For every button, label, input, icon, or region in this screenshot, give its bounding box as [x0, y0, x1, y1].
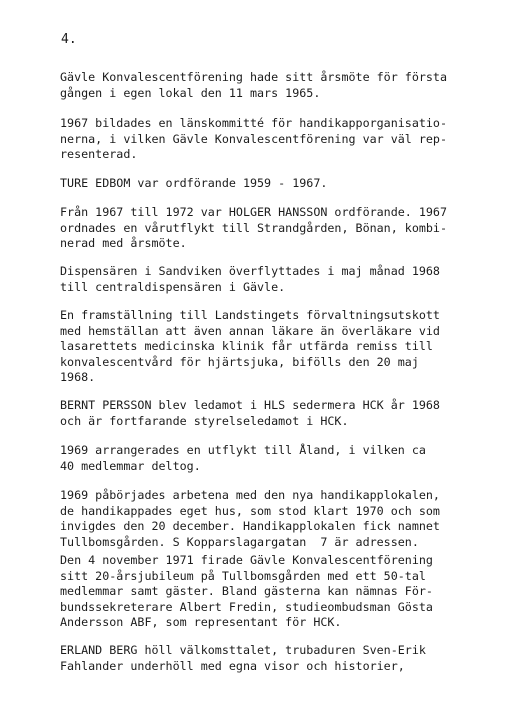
text-line: 1969 arrangerades en utflykt till Åland, i vilken ca [60, 443, 426, 457]
text-line: lasarettets medicinska klinik får utfärda remiss till [60, 339, 433, 354]
text-line: ERLAND BERG höll välkomsttalet, trubaduren Sven-Erik [60, 643, 426, 657]
page-number: 4. [61, 32, 77, 47]
text-line: invigdes den 20 december. Handikapplokalen fick namnet [60, 519, 440, 534]
text-line: En framställning till Landstingets förvaltningsutskott [60, 308, 440, 322]
paragraph-dispensaren [60, 264, 480, 295]
text-line: TURE EDBOM var ordförande 1959 - 1967. [60, 176, 328, 190]
text-line: medlemmar samt gäster. Bland gästerna kan nämnas För- [60, 584, 433, 599]
text-line: BERNT PERSSON blev ledamot i HLS sedermera HCK år 1968 [60, 398, 440, 412]
text-line: gången i egen lokal den 11 mars 1965. [60, 85, 321, 100]
text-line: Andersson ABF, som representant för HCK. [60, 615, 342, 630]
paragraph-valkomsttalet [60, 643, 480, 674]
paragraph-utflykt-aland [60, 443, 480, 474]
text-line: Dispensären i Sandviken överflyttades i maj månad 1968 [60, 264, 440, 278]
text-line: och är fortfarande styrelseledamot i HCK. [60, 413, 349, 428]
paragraph-handikapplokalen [60, 488, 480, 550]
text-line: de handikappades eget hus, som stod klart 1970 och som [60, 503, 440, 518]
text-line: nerad med årsmöte. [60, 236, 187, 251]
paragraph-lanskommitte [60, 116, 480, 163]
text-line: Fahlander underhöll med egna visor och historier, [60, 658, 405, 673]
text-line: 40 medlemmar deltog. [60, 458, 201, 473]
text-line: med hemställan att även annan läkare än överläkare vid [60, 323, 440, 338]
paragraph-ordforande-hansson [60, 205, 480, 252]
text-line: ordnades en vårutflykt till Strandgården, Bönan, kombi- [60, 220, 448, 235]
text-line: bundssekreterare Albert Fredin, studieombudsman Gösta [60, 599, 433, 614]
paragraph-20-arsjubileum [60, 553, 480, 631]
text-line: Gävle Konvalescentförening hade sitt årsmöte för första [60, 70, 448, 84]
text-line: 1967 bildades en länskommitté för handikapporganisatio- [60, 116, 448, 130]
text-line: 1969 påbörjades arbetena med den nya handikapplokalen, [60, 488, 440, 502]
text-line: Den 4 november 1971 firade Gävle Konvalescentförening [60, 553, 433, 567]
text-line: sitt 20-årsjubileum på Tullbomsgården med ett 50-tal [60, 568, 426, 583]
text-line: nerna, i vilken Gävle Konvalescentförening var väl rep- [60, 131, 448, 146]
text-line: 1968. [60, 370, 96, 385]
text-line: Tullbomsgården. S Kopparslagargatan 7 är adressen. [60, 534, 419, 549]
paragraph-framstallning [60, 308, 480, 386]
text-line: konvalescentvård för hjärtsjuka, bifölls den 20 maj [60, 354, 419, 369]
text-line: resenterad. [60, 147, 138, 162]
paragraph-bernt-persson [60, 398, 480, 429]
paragraph-ordforande-edbom [60, 176, 480, 192]
text-line: Från 1967 till 1972 var HOLGER HANSSON ordförande. 1967 [60, 205, 448, 219]
text-line: till centraldispensären i Gävle. [60, 279, 286, 294]
paragraph-arsmote [60, 70, 480, 101]
